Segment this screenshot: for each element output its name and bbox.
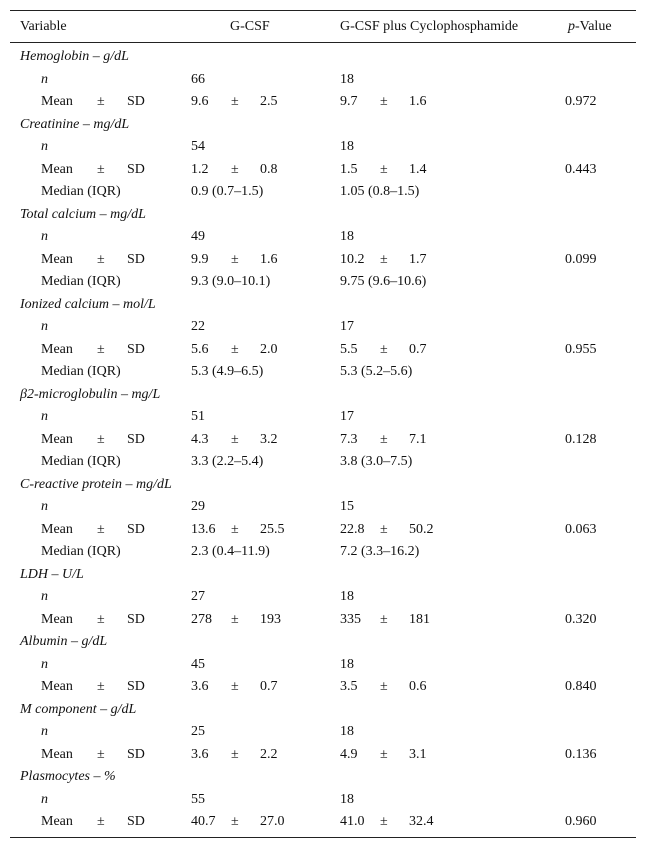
mean-label: Mean	[41, 341, 73, 357]
gcsf-cyclo-plus-minus: ±	[380, 251, 388, 267]
mean-sd-row	[10, 91, 636, 113]
gcsf-plus-minus: ±	[231, 431, 239, 447]
gcsf-sd: 2.2	[260, 746, 278, 762]
gcsf-n: 54	[191, 139, 205, 154]
p-value: 0.840	[565, 679, 597, 694]
gcsf-sd: 1.6	[260, 251, 278, 267]
gcsf-cyclo-sd: 1.6	[409, 94, 427, 109]
gcsf-n: 25	[191, 724, 205, 739]
gcsf-cyclo-sd: 7.1	[409, 431, 427, 447]
gcsf-cyclo-plus-minus: ±	[380, 431, 388, 447]
sd-label: SD	[127, 431, 145, 447]
section-row	[10, 46, 636, 68]
table-header-rule	[10, 42, 636, 43]
median-label: Median (IQR)	[41, 454, 121, 469]
header-p-rest: -Value	[575, 19, 612, 34]
n-label: n	[41, 71, 48, 87]
p-value: 0.320	[565, 611, 597, 627]
section-title: Albumin – g/dL	[20, 634, 108, 649]
gcsf-cyclo-n: 18	[340, 229, 354, 244]
gcsf-mean: 3.6	[191, 746, 209, 762]
gcsf-cyclo-sd: 0.7	[409, 341, 427, 357]
gcsf-plus-minus: ±	[231, 94, 239, 109]
plus-minus-label: ±	[97, 94, 105, 109]
gcsf-sd: 2.5	[260, 94, 278, 109]
gcsf-cyclo-median: 1.05 (0.8–1.5)	[340, 184, 420, 199]
plus-minus-label: ±	[97, 251, 105, 267]
plus-minus-label: ±	[97, 746, 105, 762]
gcsf-median: 5.3 (4.9–6.5)	[191, 364, 264, 379]
mean-sd-row	[10, 249, 636, 271]
p-value: 0.960	[565, 814, 597, 829]
gcsf-mean: 3.6	[191, 679, 209, 694]
gcsf-sd: 25.5	[260, 521, 285, 537]
section-title: M component – g/dL	[20, 701, 137, 717]
gcsf-cyclo-plus-minus: ±	[380, 611, 388, 627]
median-iqr-row	[10, 361, 636, 383]
header-gcsf-cyclophosphamide: G-CSF plus Cyclophosphamide	[340, 19, 519, 34]
n-label: n	[41, 791, 48, 807]
median-iqr-row	[10, 271, 636, 293]
gcsf-n: 22	[191, 319, 205, 334]
gcsf-cyclo-sd: 1.4	[409, 161, 427, 177]
mean-label: Mean	[41, 161, 73, 177]
gcsf-cyclo-mean: 5.5	[340, 341, 358, 357]
gcsf-cyclo-plus-minus: ±	[380, 341, 388, 357]
gcsf-sd: 2.0	[260, 341, 278, 357]
p-value: 0.136	[565, 746, 597, 762]
gcsf-median: 0.9 (0.7–1.5)	[191, 184, 264, 199]
gcsf-median: 3.3 (2.2–5.4)	[191, 454, 264, 469]
gcsf-cyclo-plus-minus: ±	[380, 521, 388, 537]
gcsf-mean: 278	[191, 611, 212, 627]
gcsf-plus-minus: ±	[231, 746, 239, 762]
gcsf-cyclo-median: 5.3 (5.2–5.6)	[340, 364, 413, 379]
gcsf-cyclo-n: 18	[340, 791, 354, 807]
gcsf-cyclo-mean: 3.5	[340, 679, 358, 694]
gcsf-cyclo-sd: 1.7	[409, 251, 427, 267]
n-row	[10, 586, 636, 608]
n-row	[10, 406, 636, 428]
gcsf-cyclo-sd: 50.2	[409, 521, 434, 537]
gcsf-mean: 9.6	[191, 94, 209, 109]
gcsf-mean: 40.7	[191, 814, 216, 829]
sd-label: SD	[127, 814, 145, 829]
gcsf-n: 66	[191, 71, 205, 87]
mean-sd-row	[10, 519, 636, 541]
mean-sd-row	[10, 811, 636, 833]
n-row	[10, 496, 636, 518]
gcsf-cyclo-median: 3.8 (3.0–7.5)	[340, 454, 413, 469]
sd-label: SD	[127, 94, 145, 109]
mean-label: Mean	[41, 611, 73, 627]
gcsf-median: 2.3 (0.4–11.9)	[191, 544, 270, 559]
n-row	[10, 789, 636, 811]
table-top-rule	[10, 10, 636, 11]
gcsf-plus-minus: ±	[231, 611, 239, 627]
gcsf-cyclo-n: 17	[340, 319, 354, 334]
mean-label: Mean	[41, 251, 73, 267]
plus-minus-label: ±	[97, 679, 105, 694]
gcsf-cyclo-median: 7.2 (3.3–16.2)	[340, 544, 420, 559]
gcsf-sd: 27.0	[260, 814, 285, 829]
mean-sd-row	[10, 159, 636, 181]
section-row	[10, 699, 636, 721]
section-row	[10, 204, 636, 226]
gcsf-cyclo-mean: 41.0	[340, 814, 365, 829]
gcsf-plus-minus: ±	[231, 814, 239, 829]
gcsf-sd: 0.8	[260, 161, 278, 177]
median-iqr-row	[10, 541, 636, 563]
n-row	[10, 654, 636, 676]
gcsf-cyclo-mean: 10.2	[340, 251, 365, 267]
gcsf-cyclo-n: 18	[340, 656, 354, 672]
gcsf-cyclo-n: 17	[340, 409, 354, 424]
gcsf-cyclo-plus-minus: ±	[380, 161, 388, 177]
gcsf-cyclo-median: 9.75 (9.6–10.6)	[340, 274, 427, 289]
gcsf-cyclo-mean: 335	[340, 611, 361, 627]
median-label: Median (IQR)	[41, 544, 121, 559]
gcsf-mean: 9.9	[191, 251, 209, 267]
p-value: 0.128	[565, 431, 597, 447]
gcsf-n: 27	[191, 589, 205, 604]
gcsf-mean: 5.6	[191, 341, 209, 357]
n-row	[10, 226, 636, 248]
n-label: n	[41, 409, 48, 424]
sd-label: SD	[127, 611, 145, 627]
gcsf-cyclo-n: 18	[340, 724, 354, 739]
median-iqr-row	[10, 181, 636, 203]
section-title: Hemoglobin – g/dL	[20, 49, 129, 64]
header-variable: Variable	[20, 19, 67, 34]
p-value: 0.955	[565, 341, 597, 357]
gcsf-cyclo-mean: 22.8	[340, 521, 365, 537]
gcsf-cyclo-mean: 9.7	[340, 94, 358, 109]
gcsf-cyclo-n: 18	[340, 71, 354, 87]
gcsf-n: 45	[191, 656, 205, 672]
plus-minus-label: ±	[97, 431, 105, 447]
p-value: 0.972	[565, 94, 597, 109]
mean-sd-row	[10, 609, 636, 631]
plus-minus-label: ±	[97, 341, 105, 357]
gcsf-cyclo-plus-minus: ±	[380, 94, 388, 109]
mean-label: Mean	[41, 814, 73, 829]
n-label: n	[41, 139, 48, 154]
n-row	[10, 316, 636, 338]
sd-label: SD	[127, 521, 145, 537]
gcsf-mean: 4.3	[191, 431, 209, 447]
section-row	[10, 114, 636, 136]
gcsf-mean: 1.2	[191, 161, 209, 177]
mean-sd-row	[10, 676, 636, 698]
p-value: 0.443	[565, 161, 597, 177]
section-row	[10, 631, 636, 653]
gcsf-sd: 3.2	[260, 431, 278, 447]
sd-label: SD	[127, 746, 145, 762]
gcsf-n: 49	[191, 229, 205, 244]
median-label: Median (IQR)	[41, 274, 121, 289]
section-row	[10, 766, 636, 788]
plus-minus-label: ±	[97, 814, 105, 829]
header-p-value	[568, 19, 612, 35]
mean-sd-row	[10, 744, 636, 766]
median-label: Median (IQR)	[41, 364, 121, 379]
gcsf-plus-minus: ±	[231, 521, 239, 537]
table-bottom-rule	[10, 837, 636, 838]
section-title: LDH – U/L	[20, 566, 84, 582]
p-value: 0.099	[565, 251, 597, 267]
n-label: n	[41, 656, 48, 672]
sd-label: SD	[127, 679, 145, 694]
gcsf-cyclo-n: 15	[340, 499, 354, 514]
mean-sd-row	[10, 339, 636, 361]
n-label: n	[41, 319, 48, 334]
section-row	[10, 384, 636, 406]
mean-label: Mean	[41, 521, 73, 537]
section-title: C-reactive protein – mg/dL	[20, 476, 172, 492]
gcsf-cyclo-sd: 3.1	[409, 746, 427, 762]
section-title: Creatinine – mg/dL	[20, 116, 130, 132]
section-row	[10, 294, 636, 316]
gcsf-cyclo-plus-minus: ±	[380, 814, 388, 829]
mean-label: Mean	[41, 746, 73, 762]
n-label: n	[41, 724, 48, 739]
n-label: n	[41, 499, 48, 514]
gcsf-cyclo-n: 18	[340, 139, 354, 154]
header-gcsf: G-CSF	[230, 19, 270, 34]
header-p-italic: p	[568, 19, 575, 34]
plus-minus-label: ±	[97, 611, 105, 627]
gcsf-cyclo-sd: 181	[409, 611, 430, 627]
mean-label: Mean	[41, 94, 73, 109]
n-row	[10, 69, 636, 91]
sd-label: SD	[127, 251, 145, 267]
plus-minus-label: ±	[97, 521, 105, 537]
gcsf-n: 55	[191, 791, 205, 807]
section-title: Plasmocytes – %	[20, 769, 116, 784]
gcsf-mean: 13.6	[191, 521, 216, 537]
gcsf-cyclo-mean: 4.9	[340, 746, 358, 762]
gcsf-cyclo-plus-minus: ±	[380, 746, 388, 762]
median-iqr-row	[10, 451, 636, 473]
gcsf-cyclo-mean: 7.3	[340, 431, 358, 447]
section-title: Ionized calcium – mol/L	[20, 296, 156, 312]
gcsf-plus-minus: ±	[231, 251, 239, 267]
p-value: 0.063	[565, 521, 597, 537]
gcsf-n: 51	[191, 409, 205, 424]
gcsf-sd: 193	[260, 611, 281, 627]
gcsf-median: 9.3 (9.0–10.1)	[191, 274, 271, 289]
n-row	[10, 136, 636, 158]
section-title: β2-microglobulin – mg/L	[20, 386, 161, 402]
mean-label: Mean	[41, 431, 73, 447]
gcsf-cyclo-plus-minus: ±	[380, 679, 388, 694]
gcsf-plus-minus: ±	[231, 341, 239, 357]
gcsf-n: 29	[191, 499, 205, 514]
mean-label: Mean	[41, 679, 73, 694]
section-row	[10, 564, 636, 586]
gcsf-cyclo-sd: 32.4	[409, 814, 434, 829]
gcsf-plus-minus: ±	[231, 679, 239, 694]
plus-minus-label: ±	[97, 161, 105, 177]
n-label: n	[41, 589, 48, 604]
mean-sd-row	[10, 429, 636, 451]
gcsf-cyclo-n: 18	[340, 589, 354, 604]
gcsf-sd: 0.7	[260, 679, 278, 694]
sd-label: SD	[127, 161, 145, 177]
gcsf-cyclo-mean: 1.5	[340, 161, 358, 177]
gcsf-cyclo-sd: 0.6	[409, 679, 427, 694]
gcsf-plus-minus: ±	[231, 161, 239, 177]
section-title: Total calcium – mg/dL	[20, 206, 146, 222]
n-row	[10, 721, 636, 743]
section-row	[10, 474, 636, 496]
n-label: n	[41, 229, 48, 244]
sd-label: SD	[127, 341, 145, 357]
median-label: Median (IQR)	[41, 184, 121, 199]
